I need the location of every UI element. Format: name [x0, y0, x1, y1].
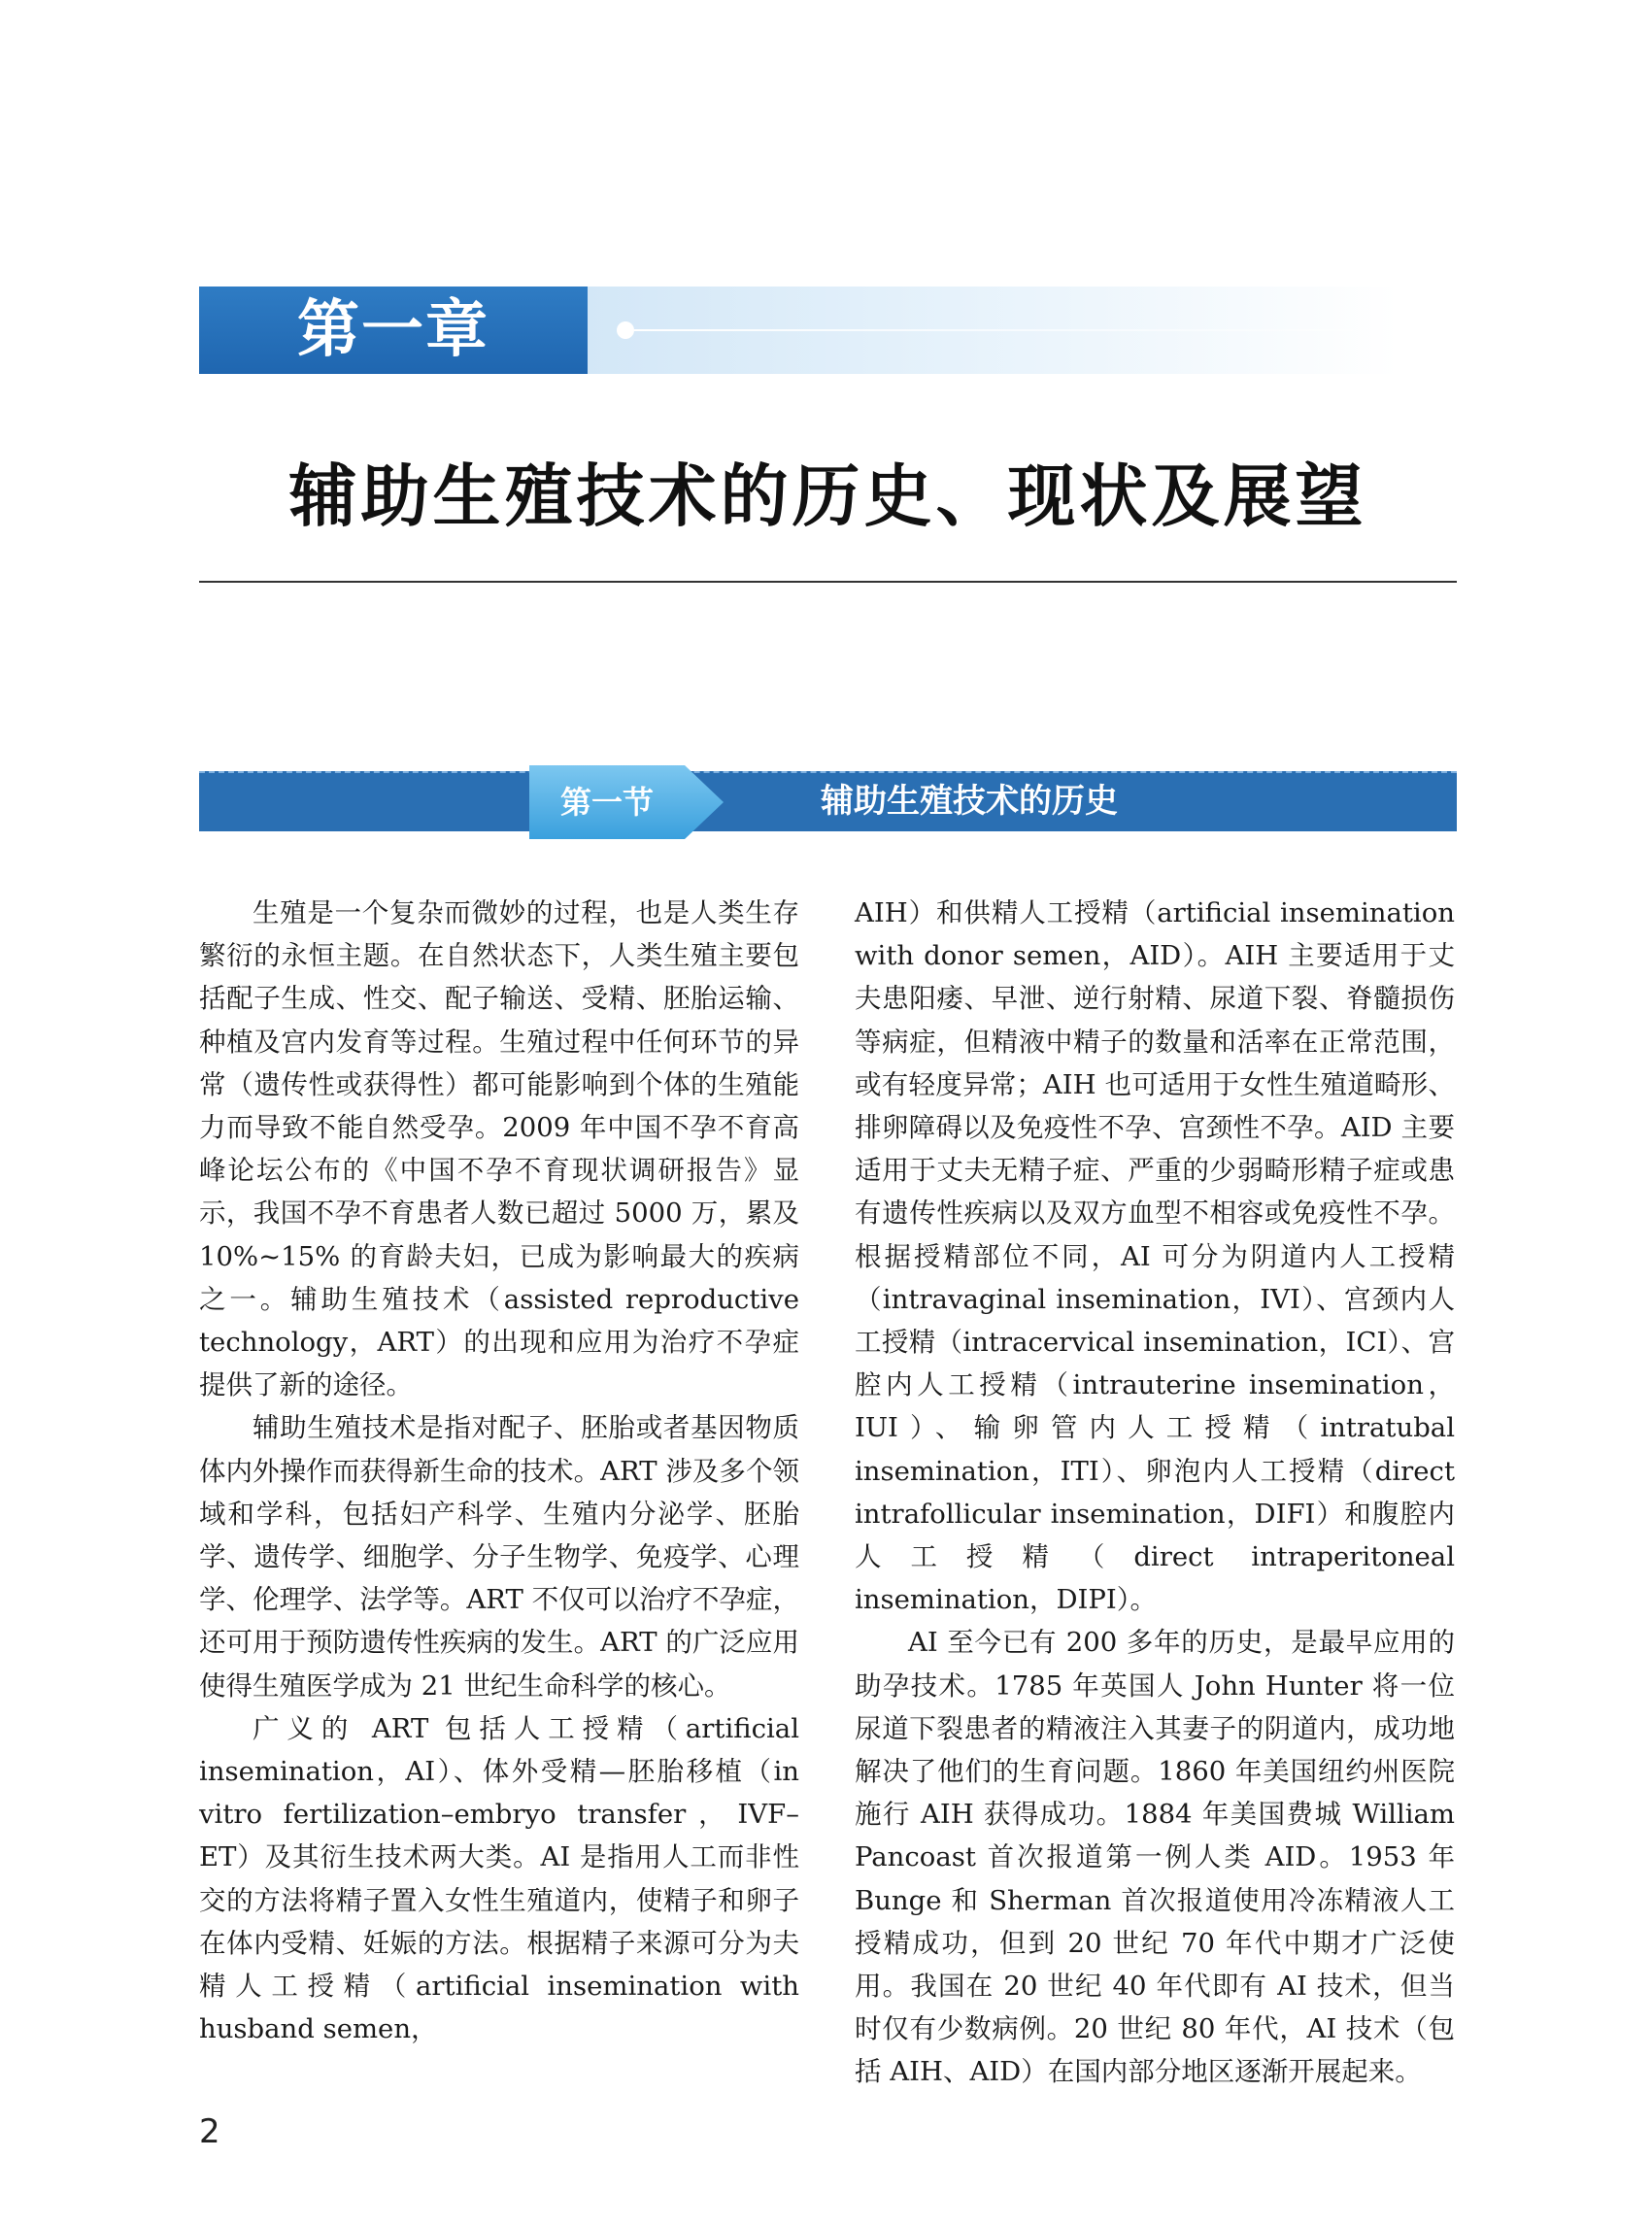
paragraph: 生殖是一个复杂而微妙的过程，也是人类生存繁衍的永恒主题。在自然状态下，人类生殖主要包括配子生成、性交、配子输送、受精、胚胎运输、种植及宫内发育等过程。生殖过程中任何环节的异常（遗传性或获得性）都可能影响到个体的生殖能力而导致不能自然受孕。2009 年中国不孕不育高峰论坛公布的《中国不孕不育现状调研报告》显示，我国不孕不育患者人数已超过 5000 万，累及 10%~15% 的育龄夫妇，已成为影响最大的疾病之一。辅助生殖技术（assisted reproductive technology，ART）的出现和应用为治疗不孕症提供了新的途径。: [199, 897, 799, 1401]
paragraph: AIH）和供精人工授精（artificial insemination with donor semen，AID）。AIH 主要适用于丈夫患阳痿、早泄、逆行射精、尿道下裂、脊髓损伤等病症，但精液中精子的数量和活率在正常范围，或有轻度异常；AIH 也可适用于女性生殖道畸形、排卵障碍以及免疫性不孕、宫颈性不孕。AID 主要适用于丈夫无精子症、严重的少弱畸形精子症或患有遗传性疾病以及双方血型不相容或免疫性不孕。根据授精部位不同，AI 可分为阴道内人工授精（intravaginal insemination，IVI）、宫颈内人工授精（intracervical insemination，ICI）、宫腔内人工授精（intrauterine insemination，IUI）、输卵管内人工授精（intratubal insemination，ITI）、卵泡内人工授精（direct intrafollicular insemination，DIFI）和腹腔内人工授精（direct intraperitoneal insemination，DIPI）。: [855, 897, 1455, 1616]
decor-line: [634, 329, 1353, 331]
chapter-banner: [199, 287, 1399, 374]
page-number: 2: [199, 2112, 220, 2151]
chapter-decor-strip: [588, 287, 1399, 374]
section-banner: [199, 765, 1457, 839]
paragraph: 辅助生殖技术是指对配子、胚胎或者基因物质体内外操作而获得新生命的技术。ART 涉及多个领域和学科，包括妇产科学、生殖内分泌学、胚胎学、遗传学、细胞学、分子生物学、免疫学、心理学、伦理学、法学等。ART 不仅可以治疗不孕症，还可用于预防遗传性疾病的发生。ART 的广泛应用使得生殖医学成为 21 世纪生命科学的核心。: [199, 1412, 799, 1702]
paragraph: 广义的 ART 包括人工授精（artificial insemination，AI）、体外受精—胚胎移植（in vitro fertilization–embryo transfer，IVF–ET）及其衍生技术两大类。AI 是指用人工而非性交的方法将精子置入女性生殖道内，使精子和卵子在体内受精、妊娠的方法。根据精子来源可分为夫精人工授精（artificial insemination with husband semen，: [199, 1712, 799, 2045]
section-title: 辅助生殖技术的历史: [821, 782, 1118, 821]
right-column: [855, 892, 1455, 2094]
decor-dot-icon: [617, 321, 634, 339]
chapter-label: 第一章: [199, 287, 588, 374]
title-divider: [199, 581, 1457, 583]
section-number: 第一节: [559, 784, 654, 821]
left-column: [199, 892, 799, 2050]
chapter-title: 辅助生殖技术的历史、现状及展望: [288, 455, 1367, 536]
paragraph: AI 至今已有 200 多年的历史，是最早应用的助孕技术。1785 年英国人 John Hunter 将一位尿道下裂患者的精液注入其妻子的阴道内，成功地解决了他们的生育问题。1860 年美国纽约州医院施行 AIH 获得成功。1884 年美国费城 William Pancoast 首次报道第一例人类 AID。1953 年 Bunge 和 Sherman 首次报道使用冷冻精液人工授精成功，但到 20 世纪 70 年代中期才广泛使用。我国在 20 世纪 40 年代即有 AI 技术，但当时仅有少数病例。20 世纪 80 年代，AI 技术（包括 AIH、AID）在国内部分地区逐渐开展起来。: [855, 1627, 1455, 2088]
